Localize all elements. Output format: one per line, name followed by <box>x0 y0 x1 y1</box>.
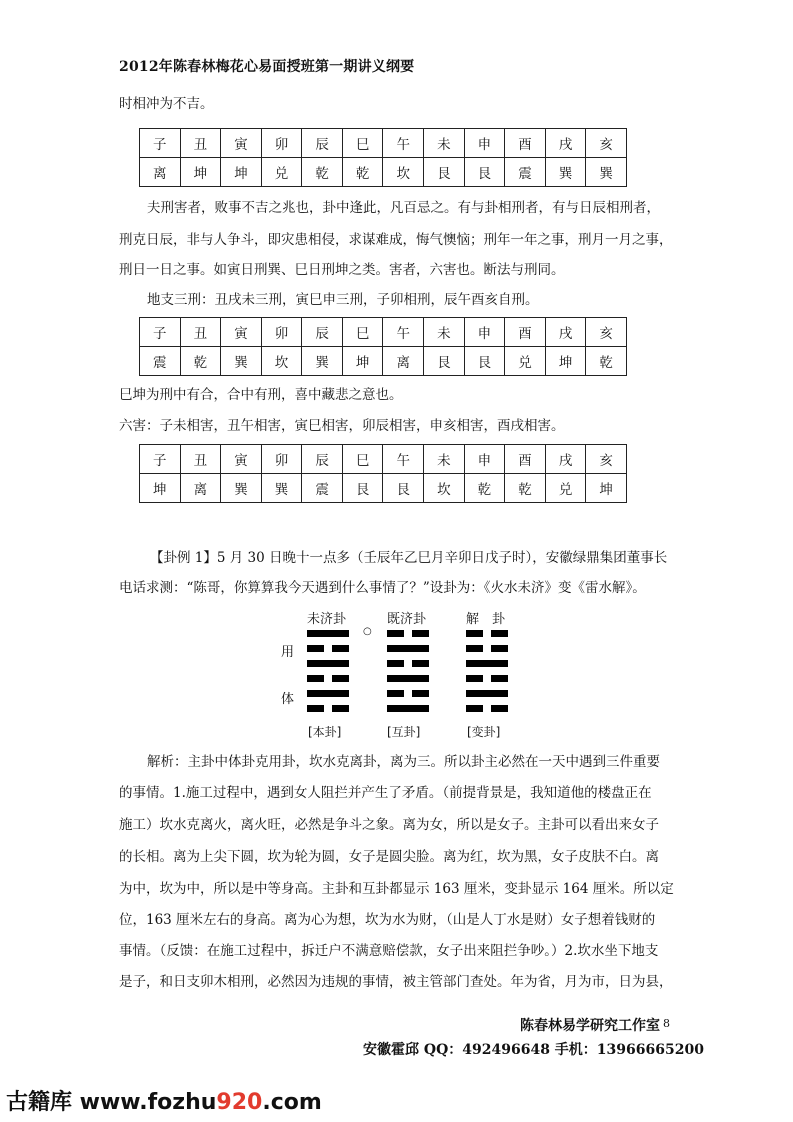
table-cell: 子 <box>140 129 181 158</box>
table-cell: 子 <box>140 445 181 474</box>
table-cell: 酉 <box>505 318 546 347</box>
table-cell: 乾 <box>180 347 221 376</box>
table-cell: 艮 <box>464 158 505 187</box>
analysis-line: 是子，和日支卯木相刑，必然因为违规的事情，被主管部门查处。年为省，月为市，日为县， <box>119 974 673 990</box>
watermark-prefix: 古籍库 www.fozhu <box>6 1090 217 1115</box>
table-cell: 亥 <box>586 445 627 474</box>
table-cell: 寅 <box>221 445 262 474</box>
yang-line <box>387 645 429 652</box>
table-row <box>140 318 627 347</box>
yang-line <box>387 675 429 682</box>
table-cell: 坤 <box>586 474 627 503</box>
bian-gua-lines <box>466 630 508 722</box>
table-cell: 兑 <box>545 474 586 503</box>
table-cell: 乾 <box>505 474 546 503</box>
table-cell: 震 <box>140 347 181 376</box>
bian-gua-caption: [变卦] <box>467 725 501 739</box>
table-cell: 戌 <box>545 445 586 474</box>
yong-label: 用 <box>281 645 295 660</box>
bian-gua-title: 解 卦 <box>466 612 506 627</box>
example-title-line: 【卦例 1】5 月 30 日晚十一点多（壬辰年乙巳月辛卯日戊子时），安徽绿鼎集团董事长 <box>150 550 668 566</box>
hu-gua-caption: [互卦] <box>387 725 421 739</box>
yang-line <box>307 690 349 697</box>
paragraph-line: 夫刑害者，败事不吉之兆也，卦中逢此，凡百忌之。有与卦相刑者，有与日辰相刑者， <box>147 200 660 216</box>
yang-line <box>466 690 508 697</box>
table-cell: 巽 <box>545 158 586 187</box>
table-cell: 辰 <box>302 445 343 474</box>
table-cell: 艮 <box>424 347 465 376</box>
liuhai-title: 六害：子未相害，丑午相害，寅巳相害，卯辰相害，申亥相害，酉戌相害。 <box>119 418 565 434</box>
analysis-line: 为中，坎为中，所以是中等身高。主卦和互卦都显示 163 厘米，变卦显示 164 厘米。所以定 <box>119 881 674 897</box>
yang-line <box>466 660 508 667</box>
table-cell: 坎 <box>261 347 302 376</box>
table-cell: 巽 <box>261 474 302 503</box>
yin-line-right <box>332 705 349 712</box>
analysis-line: 的事情。1.施工过程中，遇到女人阻拦并产生了矛盾。（前提背景是，我知道他的楼盘正在 <box>119 785 652 801</box>
table-row <box>140 129 627 158</box>
table-cell: 离 <box>383 347 424 376</box>
table-cell: 坤 <box>342 347 383 376</box>
table-cell: 午 <box>383 129 424 158</box>
page-number: 8 <box>663 1017 670 1030</box>
yin-line-left <box>387 660 404 667</box>
table-row <box>140 158 627 187</box>
yin-line-right <box>491 705 508 712</box>
table-cell: 寅 <box>221 318 262 347</box>
table-row <box>140 474 627 503</box>
ben-gua-title: 未济卦 <box>307 612 347 627</box>
table-cell: 辰 <box>302 129 343 158</box>
table-cell: 坤 <box>140 474 181 503</box>
intro-line: 时相冲为不吉。 <box>119 96 214 112</box>
yang-line <box>387 705 429 712</box>
paragraph-line: 刑日一日之事。如寅日刑巽、巳日刑坤之类。害者，六害也。断法与刑同。 <box>119 262 565 278</box>
yin-line-left <box>307 675 324 682</box>
yin-line-left <box>466 630 483 637</box>
table-cell: 申 <box>464 445 505 474</box>
table-cell: 酉 <box>505 445 546 474</box>
hexagram-diagram <box>280 606 520 742</box>
analysis-line: 事情。（反馈：在施工过程中，拆迁户不满意赔偿款，女子出来阻拦争吵。）2.坎水坐下地支 <box>119 943 659 959</box>
table-cell: 坤 <box>221 158 262 187</box>
branch-trigram-table-1 <box>139 128 627 187</box>
table-cell: 艮 <box>424 158 465 187</box>
analysis-line: 的长相。离为上尖下圆，坎为轮为圆，女子是圆尖脸。离为红，坎为黑，女子皮肤不白。离 <box>119 849 659 865</box>
table-cell: 震 <box>505 158 546 187</box>
footer-studio-name: 陈春林易学研究工作室 <box>520 1018 660 1034</box>
yang-line <box>307 660 349 667</box>
si-kun-line: 巳坤为刑中有合，合中有刑，喜中藏悲之意也。 <box>119 387 403 403</box>
table-cell: 卯 <box>261 318 302 347</box>
yin-line-left <box>307 705 324 712</box>
yin-line-left <box>387 630 404 637</box>
yin-line-right <box>412 660 429 667</box>
yin-line-right <box>491 630 508 637</box>
watermark-number: 920 <box>216 1090 263 1115</box>
table-cell: 卯 <box>261 445 302 474</box>
table-cell: 辰 <box>302 318 343 347</box>
table-cell: 乾 <box>302 158 343 187</box>
table-cell: 坎 <box>383 158 424 187</box>
yin-line-left <box>466 675 483 682</box>
table-cell: 酉 <box>505 129 546 158</box>
table-cell: 巽 <box>221 474 262 503</box>
hu-gua-title: 既济卦 <box>387 612 427 627</box>
table-cell: 申 <box>464 129 505 158</box>
table-cell: 兑 <box>505 347 546 376</box>
branch-trigram-table-3 <box>139 444 627 503</box>
yin-line-right <box>491 645 508 652</box>
table-cell: 戌 <box>545 318 586 347</box>
analysis-line: 位，163 厘米左右的身高。离为心为想，坎为水为财，（山是人丁水是财）女子想着钱财的 <box>119 912 656 928</box>
table-cell: 亥 <box>586 129 627 158</box>
yin-line-left <box>307 645 324 652</box>
watermark-suffix: .com <box>262 1090 322 1115</box>
table-cell: 乾 <box>464 474 505 503</box>
yin-line-left <box>466 645 483 652</box>
table-cell: 未 <box>424 129 465 158</box>
site-watermark <box>6 1085 322 1116</box>
table-cell: 兑 <box>261 158 302 187</box>
table-cell: 巽 <box>221 347 262 376</box>
table-cell: 离 <box>180 474 221 503</box>
table-cell: 戌 <box>545 129 586 158</box>
table-row <box>140 445 627 474</box>
table-cell: 丑 <box>180 318 221 347</box>
yin-line-left <box>387 690 404 697</box>
table-cell: 巳 <box>342 318 383 347</box>
yin-line-left <box>466 705 483 712</box>
yin-line-right <box>332 675 349 682</box>
ti-label: 体 <box>281 692 295 707</box>
hu-gua-lines <box>387 630 429 722</box>
ben-gua-lines <box>307 630 349 722</box>
table-cell: 艮 <box>383 474 424 503</box>
table-cell: 乾 <box>342 158 383 187</box>
table-cell: 乾 <box>586 347 627 376</box>
table-cell: 坎 <box>424 474 465 503</box>
table-cell: 午 <box>383 318 424 347</box>
sanxing-title: 地支三刑：丑戌未三刑，寅巳申三刑，子卯相刑，辰午酉亥自刑。 <box>147 292 539 308</box>
table-cell: 艮 <box>342 474 383 503</box>
example-question-line: 电话求测：“陈哥，你算算我今天遇到什么事情了？”设卦为：《火水未济》变《雷水解》。 <box>119 580 646 596</box>
table-cell: 申 <box>464 318 505 347</box>
yin-line-right <box>412 690 429 697</box>
table-cell: 艮 <box>464 347 505 376</box>
yin-line-right <box>491 675 508 682</box>
table-cell: 坤 <box>545 347 586 376</box>
table-cell: 巽 <box>302 347 343 376</box>
table-cell: 巳 <box>342 445 383 474</box>
table-cell: 子 <box>140 318 181 347</box>
page-header-title: 2012年陈春林梅花心易面授班第一期讲义纲要 <box>119 59 415 75</box>
yin-line-right <box>332 645 349 652</box>
ben-gua-caption: [本卦] <box>308 725 342 739</box>
table-cell: 未 <box>424 318 465 347</box>
analysis-line: 施工）坎水克离火，离火旺，必然是争斗之象。离为女，所以是女子。主卦可以看出来女子 <box>119 817 659 833</box>
paragraph-line: 刑克日辰，非与人争斗，即灾患相侵，求谋难成，悔气懊恼；刑年一年之事，刑月一月之事， <box>119 232 673 248</box>
yin-line-right <box>412 630 429 637</box>
table-cell: 巳 <box>342 129 383 158</box>
table-cell: 震 <box>302 474 343 503</box>
analysis-line: 解析：主卦中体卦克用卦，坎水克离卦，离为三。所以卦主必然在一天中遇到三件重要 <box>147 754 660 770</box>
moving-line-mark: ○ <box>363 626 372 637</box>
table-row <box>140 347 627 376</box>
table-cell: 寅 <box>221 129 262 158</box>
branch-trigram-table-2 <box>139 317 627 376</box>
table-cell: 巽 <box>586 158 627 187</box>
yang-line <box>307 630 349 637</box>
table-cell: 丑 <box>180 129 221 158</box>
table-cell: 丑 <box>180 445 221 474</box>
table-cell: 离 <box>140 158 181 187</box>
table-cell: 卯 <box>261 129 302 158</box>
table-cell: 午 <box>383 445 424 474</box>
footer-contact: 安徽霍邱 QQ：492496648 手机：13966665200 <box>363 1042 704 1058</box>
table-cell: 亥 <box>586 318 627 347</box>
table-cell: 坤 <box>180 158 221 187</box>
table-cell: 未 <box>424 445 465 474</box>
